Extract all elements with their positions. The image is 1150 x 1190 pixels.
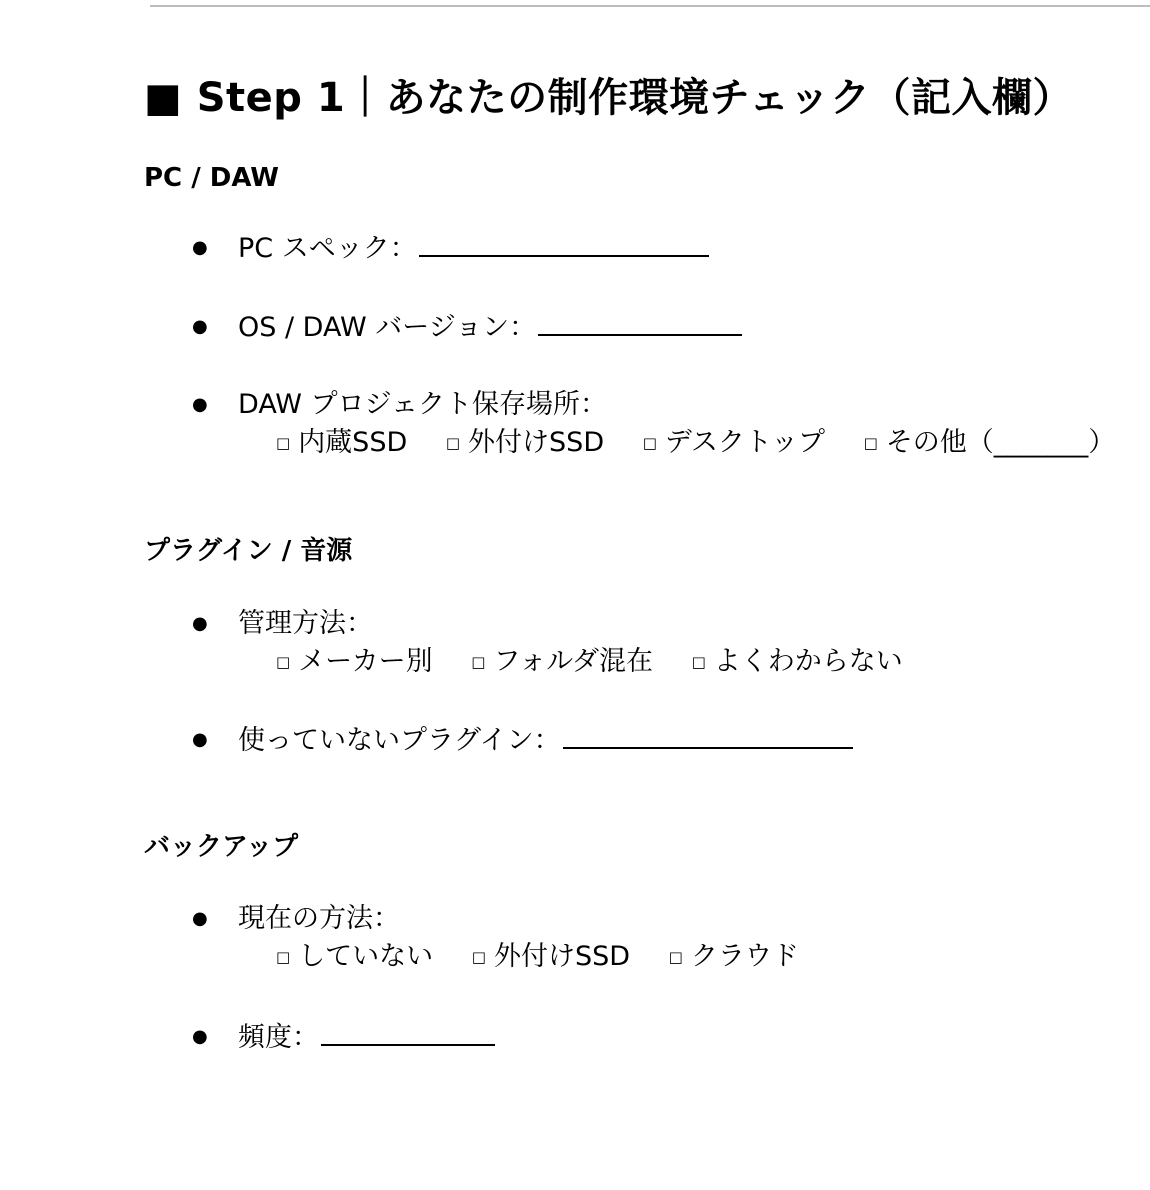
option-label: していない bbox=[298, 941, 434, 972]
option-label: フォルダ混在 bbox=[493, 646, 654, 677]
option-no-backup[interactable] bbox=[276, 938, 433, 976]
option-desktop[interactable] bbox=[643, 424, 825, 462]
option-label: 外付けSSD bbox=[493, 941, 631, 972]
option-label: デスクトップ bbox=[664, 427, 826, 458]
checkbox-icon[interactable]: □ bbox=[691, 653, 706, 671]
checkbox-icon[interactable]: □ bbox=[276, 653, 291, 671]
option-by-maker[interactable] bbox=[276, 643, 433, 681]
checkbox-icon[interactable]: □ bbox=[642, 434, 657, 452]
page-title: ■ Step 1｜あなたの制作環境チェック（記入欄） bbox=[144, 75, 1073, 121]
management-method-options bbox=[238, 643, 933, 681]
bullet-icon: ● bbox=[192, 316, 208, 337]
option-external-ssd[interactable] bbox=[446, 424, 604, 462]
pc-spec-blank-field[interactable] bbox=[419, 229, 709, 257]
section-heading-pc-daw: PC / DAW bbox=[144, 163, 279, 193]
option-label: 外付けSSD bbox=[468, 427, 605, 458]
bullet-icon: ● bbox=[192, 237, 208, 258]
top-divider bbox=[150, 5, 1150, 7]
frequency-label: 頻度： bbox=[238, 1022, 319, 1053]
frequency-blank-field[interactable] bbox=[321, 1018, 495, 1046]
option-label: クラウド bbox=[690, 941, 799, 972]
bullet-icon: ● bbox=[192, 1026, 208, 1047]
pc-spec-label: PC スペック： bbox=[238, 233, 417, 264]
checkbox-icon[interactable]: □ bbox=[276, 434, 291, 452]
backup-method-options bbox=[238, 938, 829, 976]
option-backup-external-ssd[interactable] bbox=[472, 938, 630, 976]
option-cloud[interactable] bbox=[669, 938, 799, 976]
project-location-options bbox=[238, 424, 1145, 462]
checkbox-icon[interactable]: □ bbox=[471, 948, 486, 966]
os-daw-version-label: OS / DAW バージョン： bbox=[238, 312, 537, 343]
os-daw-version-blank-field[interactable] bbox=[538, 308, 742, 336]
option-internal-ssd[interactable] bbox=[276, 424, 407, 462]
checkbox-icon[interactable]: □ bbox=[668, 948, 683, 966]
unused-plugins-label: 使っていないプラグイン： bbox=[238, 725, 561, 756]
backup-method-label: 現在の方法： bbox=[238, 903, 400, 934]
checkbox-icon[interactable]: □ bbox=[471, 653, 486, 671]
section-heading-plugins: プラグイン / 音源 bbox=[144, 536, 353, 566]
project-location-label: DAW プロジェクト保存場所： bbox=[238, 389, 608, 420]
option-mixed-folders[interactable] bbox=[471, 643, 653, 681]
bullet-icon: ● bbox=[192, 394, 208, 415]
section-heading-backup: バックアップ bbox=[144, 832, 299, 862]
bullet-icon: ● bbox=[192, 908, 208, 929]
option-label: その他（_______） bbox=[885, 427, 1116, 458]
option-other[interactable] bbox=[864, 424, 1116, 462]
checkbox-icon[interactable]: □ bbox=[445, 434, 461, 452]
option-label: メーカー別 bbox=[298, 646, 433, 677]
option-label: 内蔵SSD bbox=[298, 427, 408, 458]
bullet-icon: ● bbox=[192, 729, 208, 750]
management-method-label: 管理方法： bbox=[238, 608, 373, 639]
checkbox-icon[interactable]: □ bbox=[276, 948, 291, 966]
checkbox-icon[interactable]: □ bbox=[863, 434, 878, 452]
unused-plugins-blank-field[interactable] bbox=[563, 721, 853, 749]
option-not-sure[interactable] bbox=[692, 643, 903, 681]
bullet-icon: ● bbox=[192, 613, 208, 634]
option-label: よくわからない bbox=[713, 646, 903, 677]
